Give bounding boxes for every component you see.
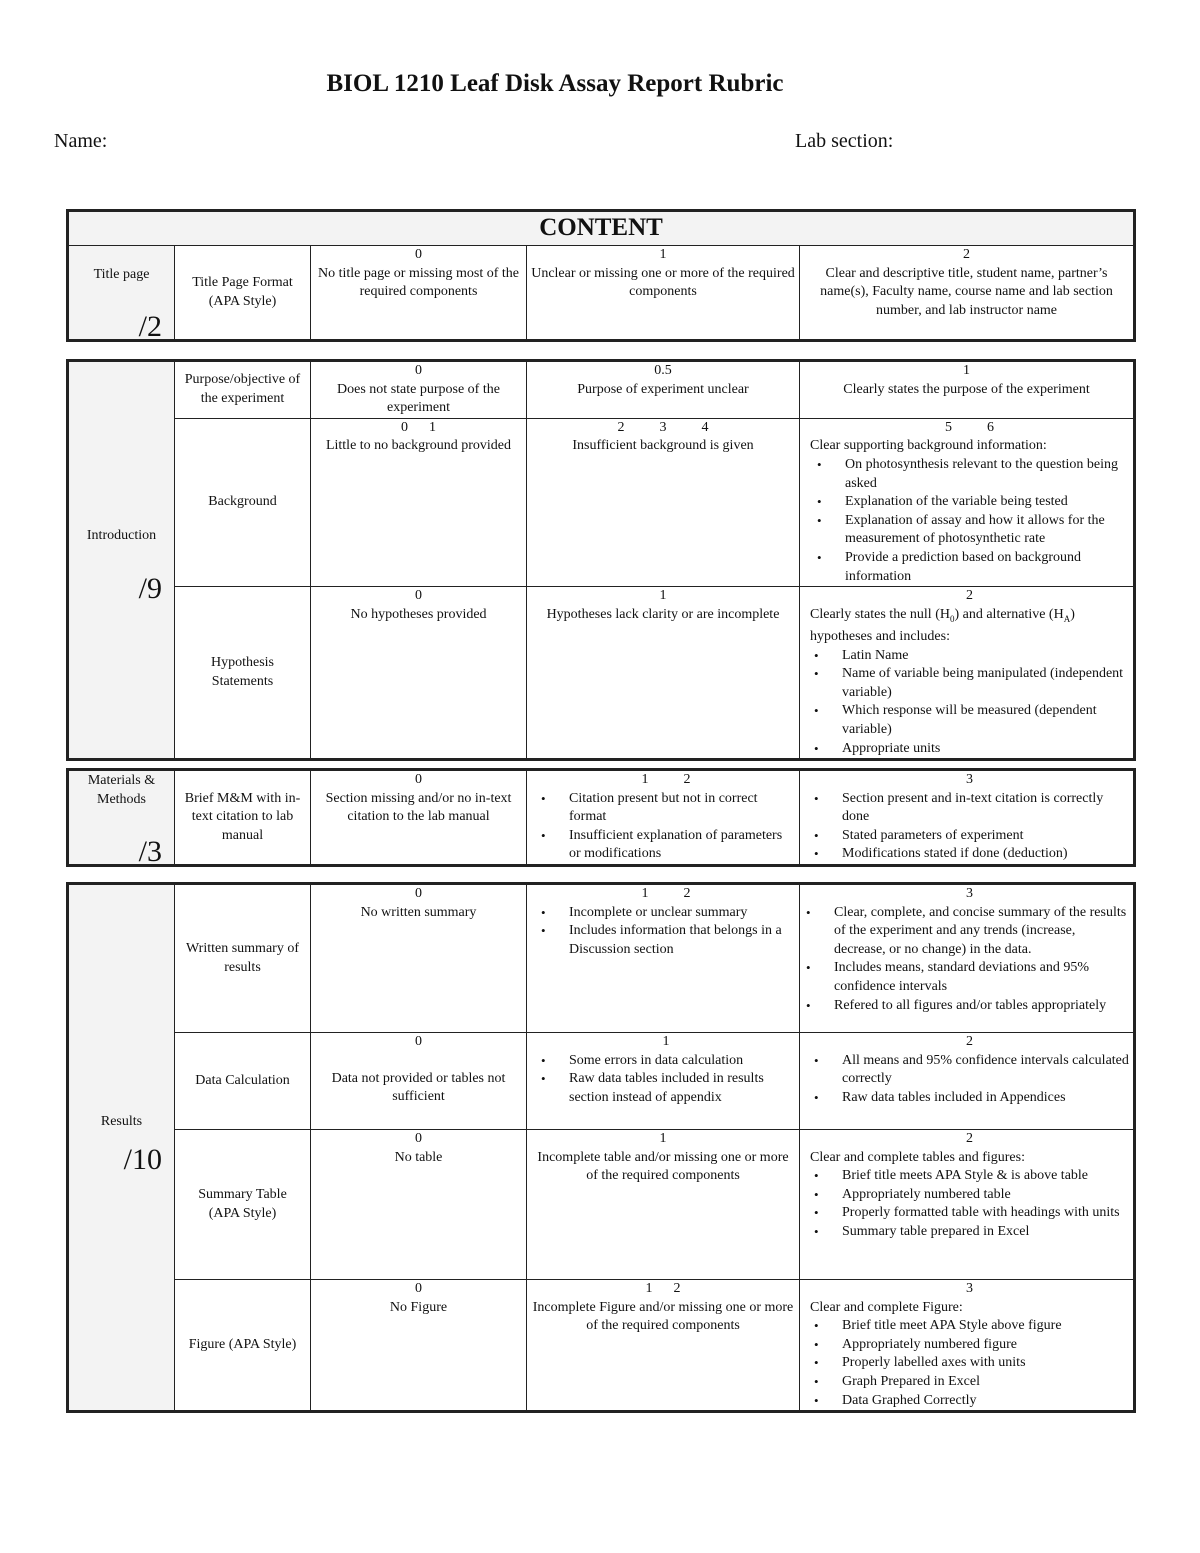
score-description: Clearly states the purpose of the experiment [843, 381, 1090, 397]
list-item: • Summary table prepared in Excel [842, 1223, 1129, 1242]
score-1-cell [527, 884, 800, 1033]
score-value: 0 [415, 886, 422, 901]
list-item: • Raw data tables included in results section instead of appendix [569, 1070, 795, 1107]
criterion-methods: Brief M&M with in-text citation to lab manual [175, 770, 311, 866]
section-introduction [68, 361, 175, 760]
score-description: Unclear or missing one or more of the required components [531, 265, 795, 300]
section-methods [68, 770, 175, 869]
list-item: • On photosynthesis relevant to the question being asked [845, 456, 1129, 493]
score-description: Data not provided or tables not sufficient [331, 1070, 506, 1105]
list-item: • Brief title meet APA Style above figure [842, 1317, 1129, 1336]
score-value: 0.5 [654, 363, 672, 378]
score-value: 0 [415, 247, 422, 262]
score-description: Clear supporting background information: [810, 438, 1047, 454]
bullet-list [810, 1167, 1129, 1241]
score-description: Clear and complete Figure: [810, 1299, 963, 1315]
list-item: • Appropriate units [842, 740, 1129, 759]
score-2-cell [800, 884, 1135, 1033]
score-1-cell [527, 246, 800, 341]
list-item: • Clear, complete, and concise summary of the results of the experiment and any trends (increase, decrease, or no change) in the data. [834, 904, 1129, 960]
name-label: Name: [54, 130, 108, 152]
bullet-list [810, 904, 1129, 1016]
list-item: • Modifications stated if done (deduction) [842, 845, 1129, 864]
list-item: • Latin Name [842, 647, 1129, 666]
list-item: • Which response will be measured (dependent variable) [842, 702, 1129, 739]
score-description: No table [394, 1149, 443, 1165]
list-item: • Raw data tables included in Appendices [842, 1089, 1129, 1108]
score-0-cell [311, 361, 527, 419]
bullet-list [537, 1052, 795, 1108]
section-points: /10 [123, 1143, 162, 1176]
introduction-table [66, 359, 1136, 761]
text-fragment: ) and alternative (H [954, 606, 1064, 622]
title-page-table [66, 209, 1136, 342]
section-label: Introduction [86, 528, 157, 543]
section-results [68, 884, 175, 1412]
score-value: 5 6 [945, 419, 994, 435]
score-0-cell [311, 1280, 527, 1412]
score-0-cell [311, 246, 527, 341]
subscript: 0 [949, 613, 955, 624]
section-label: Materials & Methods [87, 773, 156, 807]
score-1-cell [527, 770, 800, 866]
criterion-purpose: Purpose/objective of the experiment [175, 361, 311, 419]
criterion-hypothesis: Hypothesis Statements [175, 587, 311, 760]
criterion-title-page-format: Title Page Format (APA Style) [175, 246, 311, 341]
score-value: 0 [415, 772, 422, 787]
score-value: 0 [415, 1131, 422, 1146]
criterion-summary-table: Summary Table (APA Style) [175, 1130, 311, 1280]
list-item: • Properly formatted table with headings with units [842, 1204, 1129, 1223]
score-description: Incomplete table and/or missing one or more of the required components [537, 1149, 789, 1184]
criterion-written-summary: Written summary of results [175, 884, 311, 1033]
list-item: • Name of variable being manipulated (independent variable) [842, 665, 1129, 702]
list-item: • Citation present but not in correct format [569, 790, 795, 827]
score-1-cell [527, 587, 800, 760]
score-2-cell [800, 418, 1135, 586]
score-value: 0 [415, 363, 422, 378]
section-points: /2 [138, 310, 162, 344]
score-value: 2 [963, 247, 971, 262]
score-2-cell [800, 587, 1135, 760]
score-description: No written summary [360, 904, 477, 920]
bullet-list [810, 1317, 1129, 1410]
score-2-cell [800, 1280, 1135, 1412]
score-value: 3 [966, 1281, 973, 1296]
score-2-cell [800, 361, 1135, 419]
score-description: Section missing and/or no in-text citation to the lab manual [325, 790, 512, 825]
score-value: 0 [415, 588, 422, 604]
score-value: 1 2 [645, 1281, 681, 1296]
score-description: Does not state purpose of the experiment [337, 381, 500, 416]
score-value: 1 [659, 1131, 667, 1146]
list-item: • Brief title meets APA Style & is above table [842, 1167, 1129, 1186]
results-table [66, 882, 1136, 1413]
score-description: No hypotheses provided [350, 606, 487, 622]
score-0-cell [311, 418, 527, 586]
text-fragment: Clearly states the null (H [810, 606, 950, 622]
score-0-cell [311, 770, 527, 866]
section-title-page [68, 246, 175, 344]
score-2-cell [800, 1033, 1135, 1130]
section-label: Results [100, 1114, 143, 1129]
score-value: 3 [966, 772, 973, 787]
list-item: • Appropriately numbered figure [842, 1336, 1129, 1355]
score-value: 0 1 [401, 419, 436, 435]
bullet-list [537, 790, 795, 864]
section-points: /9 [138, 572, 162, 605]
subscript: A [1063, 613, 1071, 624]
list-item: • Appropriately numbered table [842, 1186, 1129, 1205]
list-item: • Data Graphed Correctly [842, 1392, 1129, 1411]
section-points: /3 [138, 835, 162, 869]
score-value: 2 3 4 [617, 419, 709, 435]
score-1-cell [527, 1130, 800, 1280]
score-value: 1 [659, 588, 667, 604]
score-value: 1 [963, 363, 970, 378]
score-2-cell [800, 246, 1135, 341]
score-value: 3 [966, 886, 973, 901]
score-value: 2 [966, 1034, 973, 1049]
score-description: Clear and complete tables and figures: [810, 1149, 1025, 1165]
list-item: • Stated parameters of experiment [842, 827, 1129, 846]
bullet-list [810, 456, 1129, 586]
score-description: Insufficient background is given [572, 438, 754, 454]
score-0-cell [311, 1130, 527, 1280]
list-item: • All means and 95% confidence intervals calculated correctly [842, 1052, 1129, 1089]
score-value: 1 2 [641, 886, 691, 901]
bullet-list [537, 904, 795, 960]
bullet-list [810, 1052, 1129, 1108]
score-description: No title page or missing most of the required components [317, 265, 520, 300]
score-value: 1 2 [641, 772, 691, 787]
score-value: 0 [415, 1034, 422, 1049]
score-0-cell [311, 587, 527, 760]
list-item: • Some errors in data calculation [569, 1052, 795, 1071]
list-item: • Provide a prediction based on background information [845, 549, 1129, 586]
score-2-cell [800, 1130, 1135, 1280]
list-item: • Section present and in-text citation is correctly done [842, 790, 1129, 827]
text-fragment: ) hypotheses and includes: [810, 606, 1075, 645]
score-description: Clear and descriptive title, student name, partner’s name(s), Faculty name, course name and lab section number, and lab instructor name [820, 265, 1113, 318]
list-item: • Properly labelled axes with units [842, 1354, 1129, 1373]
score-description: Little to no background provided [325, 438, 512, 454]
list-item: • Explanation of assay and how it allows for the measurement of photosynthetic rate [845, 512, 1129, 549]
list-item: • Explanation of the variable being tested [845, 493, 1129, 512]
score-2-cell [800, 770, 1135, 866]
score-1-cell [527, 418, 800, 586]
score-1-cell [527, 1280, 800, 1412]
score-0-cell [311, 1033, 527, 1130]
bullet-list [810, 647, 1129, 759]
score-description: Hypotheses lack clarity or are incomplete [546, 606, 780, 622]
score-value: 2 [966, 1131, 973, 1146]
score-value: 1 [662, 1034, 670, 1049]
score-description [810, 606, 1129, 647]
criterion-figure: Figure (APA Style) [175, 1280, 311, 1412]
lab-section-label: Lab section: [795, 130, 894, 152]
score-1-cell [527, 361, 800, 419]
score-value: 0 [415, 1281, 422, 1296]
score-1-cell [527, 1033, 800, 1130]
document-title: BIOL 1210 Leaf Disk Assay Report Rubric [326, 70, 784, 97]
content-header: CONTENT [68, 211, 1135, 246]
section-label: Title page [93, 267, 150, 282]
list-item: • Includes information that belongs in a Discussion section [569, 922, 795, 959]
list-item: • Refered to all figures and/or tables appropriately [834, 997, 1129, 1016]
score-0-cell [311, 884, 527, 1033]
score-description: Purpose of experiment unclear [577, 381, 749, 397]
criterion-data-calculation: Data Calculation [175, 1033, 311, 1130]
list-item: • Insufficient explanation of parameters or modifications [569, 827, 795, 864]
score-value: 2 [966, 588, 973, 604]
list-item: • Incomplete or unclear summary [569, 904, 795, 923]
methods-table [66, 768, 1136, 867]
criterion-background: Background [175, 418, 311, 586]
score-description: Incomplete Figure and/or missing one or more of the required components [532, 1299, 794, 1334]
score-value: 1 [659, 247, 667, 262]
list-item: • Includes means, standard deviations and 95% confidence intervals [834, 959, 1129, 996]
list-item: • Graph Prepared in Excel [842, 1373, 1129, 1392]
score-description: No Figure [389, 1299, 448, 1315]
bullet-list [810, 790, 1129, 864]
